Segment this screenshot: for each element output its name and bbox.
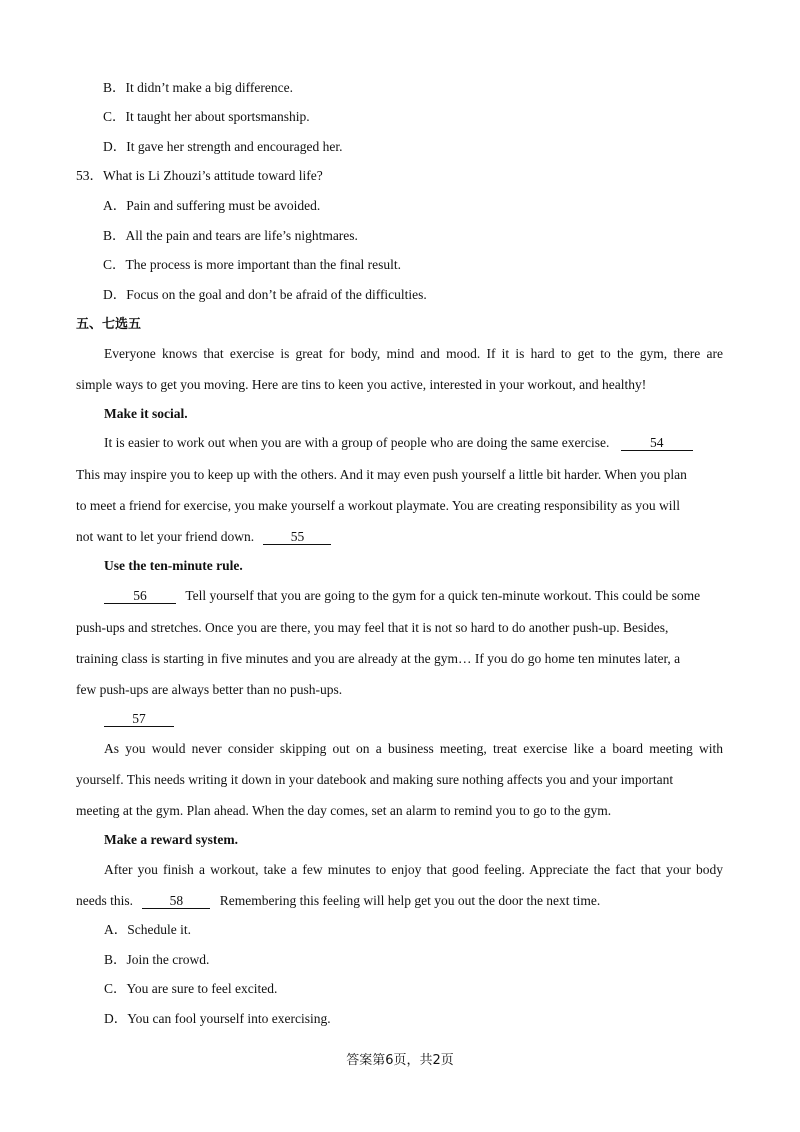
q52-option-b: B．It didn’t make a big difference. <box>103 80 293 95</box>
p4-pre-text: needs this. <box>76 893 133 908</box>
choice-a: A．Schedule it. <box>104 922 191 937</box>
p1-text: It is easier to work out when you are with a group of people who are doing the same exercise. <box>104 435 610 450</box>
paragraph-4-line-1: After you finish a workout, take a few minutes to enjoy that good feeling. Appreciate the fact that your body <box>104 862 723 877</box>
q52-option-c: C．It taught her about sportsmanship. <box>103 109 310 124</box>
choice-b: B．Join the crowd. <box>104 952 210 967</box>
p1-end-text: not want to let your friend down. <box>76 529 255 544</box>
q53-stem: 53．What is Li Zhouzi’s attitude toward life? <box>76 168 323 183</box>
paragraph-2-line-1 <box>104 587 700 605</box>
paragraph-1-line-2: This may inspire you to keep up with the others. And it may even push yourself a little bit harder. When you plan <box>76 467 687 482</box>
blank-57-line <box>104 710 174 728</box>
paragraph-2-line-2: push-ups and stretches. Once you are there, you may feel that it is not so hard to do another push-up. Besides, <box>76 620 669 635</box>
paragraph-1-line-1 <box>104 434 693 452</box>
paragraph-4-line-2 <box>76 892 600 910</box>
blank-58: 58 <box>142 893 210 909</box>
paragraph-1-line-4 <box>76 528 331 546</box>
heading-ten-minute-rule: Use the ten-minute rule. <box>104 558 243 573</box>
p2-text: Tell yourself that you are going to the gym for a quick ten-minute workout. This could be some <box>185 588 701 603</box>
paragraph-2-line-3: training class is starting in five minutes and you are already at the gym… If you do go home ten minutes later, a <box>76 651 681 666</box>
q53-option-d: D．Focus on the goal and don’t be afraid of the difficulties. <box>103 287 427 302</box>
paragraph-3-line-2: yourself. This needs writing it down in your datebook and making sure nothing affects you and your important <box>76 772 674 787</box>
blank-56: 56 <box>104 588 176 604</box>
heading-make-it-social: Make it social. <box>104 406 188 421</box>
choice-d: D．You can fool yourself into exercising. <box>104 1011 331 1026</box>
choice-c: C．You are sure to feel excited. <box>104 981 278 996</box>
q53-option-b: B．All the pain and tears are life’s nightmares. <box>103 228 358 243</box>
blank-57: 57 <box>104 711 174 727</box>
blank-55: 55 <box>263 529 331 545</box>
paragraph-1-line-3: to meet a friend for exercise, you make yourself a workout playmate. You are creating responsibility as you will <box>76 498 680 513</box>
intro-line-1: Everyone knows that exercise is great for body, mind and mood. If it is hard to get to the gym, there are <box>104 346 723 361</box>
heading-reward-system: Make a reward system. <box>104 832 238 847</box>
paragraph-3-line-3: meeting at the gym. Plan ahead. When the day comes, set an alarm to remind you to go to the gym. <box>76 803 612 818</box>
p4-post-text: Remembering this feeling will help get you out the door the next time. <box>219 893 601 908</box>
paragraph-3-line-1: As you would never consider skipping out on a business meeting, treat exercise like a board meeting with <box>104 741 723 756</box>
blank-54: 54 <box>621 435 693 451</box>
q53-option-a: A．Pain and suffering must be avoided. <box>103 198 321 213</box>
page-footer: 答案第6页，共2页 <box>346 1053 454 1068</box>
paragraph-2-line-4: few push-ups are always better than no push-ups. <box>76 682 343 697</box>
section-title: 五、七选五 <box>76 317 142 332</box>
q52-option-d: D．It gave her strength and encouraged her. <box>103 139 343 154</box>
q53-option-c: C．The process is more important than the final result. <box>103 257 402 272</box>
intro-line-2: simple ways to get you moving. Here are tins to keen you active, interested in your workout, and healthy! <box>76 377 647 392</box>
